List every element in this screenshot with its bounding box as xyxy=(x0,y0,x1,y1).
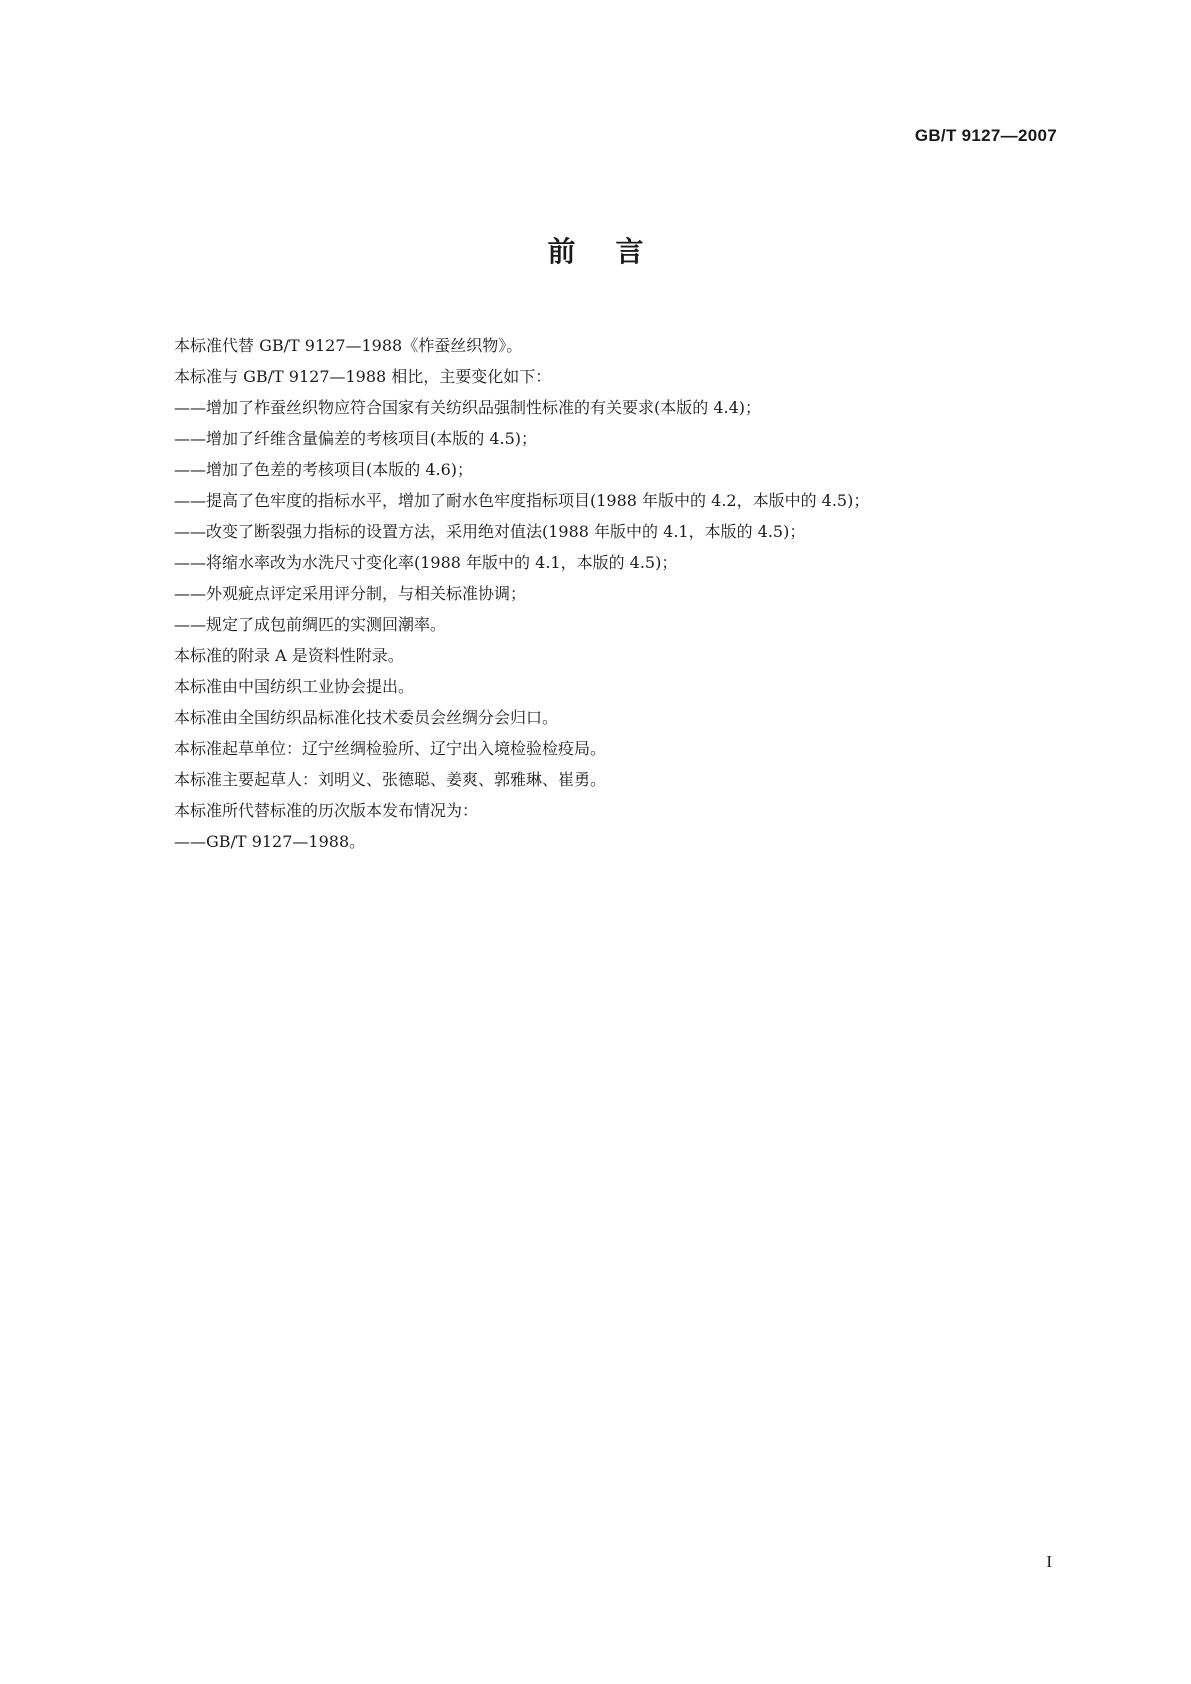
paragraph: 本标准所代替标准的历次版本发布情况为： xyxy=(174,801,479,820)
page-title: 前言 xyxy=(547,235,684,268)
foreword-body xyxy=(174,330,1074,857)
list-item: ——规定了成包前绸匹的实测回潮率。 xyxy=(174,615,447,634)
list-item: ——提高了色牢度的指标水平，增加了耐水色牢度指标项目(1988 年版中的 4.2，本版中的 4.5)； xyxy=(174,491,870,510)
paragraph: 本标准起草单位：辽宁丝绸检验所、辽宁出入境检验检疫局。 xyxy=(174,739,607,758)
paragraph: 本标准由全国纺织品标准化技术委员会丝绸分会归口。 xyxy=(174,708,559,727)
list-item: ——外观疵点评定采用评分制，与相关标准协调； xyxy=(174,584,527,603)
paragraph: 本标准主要起草人：刘明义、张德聪、姜爽、郭雅琳、崔勇。 xyxy=(174,770,607,789)
list-item: ——GB/T 9127—1988。 xyxy=(174,832,366,851)
list-item: ——改变了断裂强力指标的设置方法，采用绝对值法(1988 年版中的 4.1，本版的 4.5)； xyxy=(174,522,806,541)
list-item: ——增加了色差的考核项目(本版的 4.6)； xyxy=(174,460,474,479)
list-item: ——增加了柞蚕丝织物应符合国家有关纺织品强制性标准的有关要求(本版的 4.4)； xyxy=(174,398,762,417)
list-item: ——增加了纤维含量偏差的考核项目(本版的 4.5)； xyxy=(174,429,538,448)
paragraph: 本标准与 GB/T 9127—1988 相比，主要变化如下： xyxy=(174,367,552,386)
page-number: I xyxy=(1046,1552,1052,1571)
standard-code: GB/T 9127—2007 xyxy=(914,126,1057,145)
paragraph: 本标准由中国纺织工业协会提出。 xyxy=(174,677,415,696)
paragraph: 本标准的附录 A 是资料性附录。 xyxy=(174,646,404,665)
list-item: ——将缩水率改为水洗尺寸变化率(1988 年版中的 4.1，本版的 4.5)； xyxy=(174,553,678,572)
paragraph: 本标准代替 GB/T 9127—1988《柞蚕丝织物》。 xyxy=(174,336,523,355)
